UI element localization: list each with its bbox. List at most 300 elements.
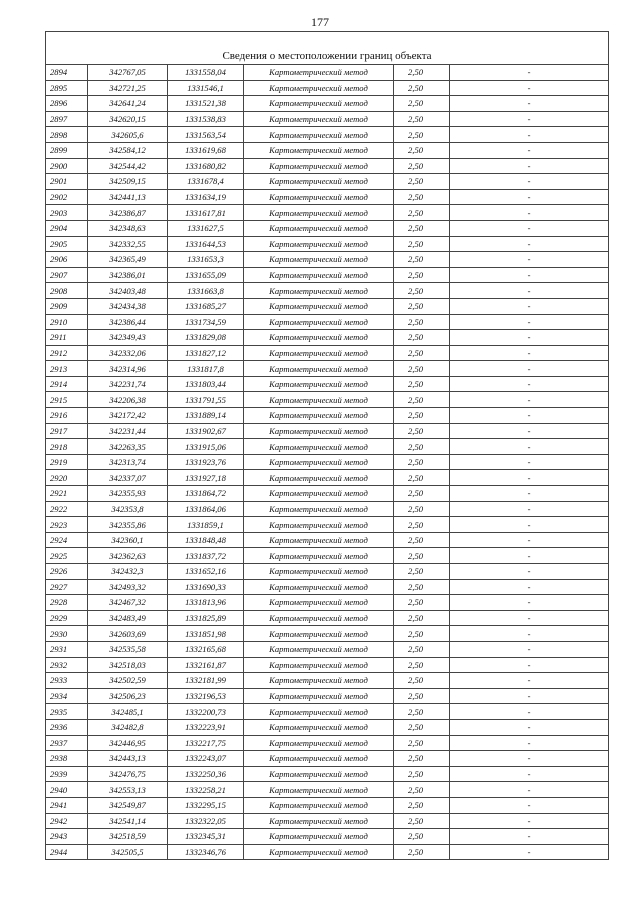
x-coordinate-cell: 342386,44 <box>88 314 168 330</box>
accuracy-cell: 2,50 <box>394 751 450 767</box>
point-number-cell: 2897 <box>46 111 88 127</box>
accuracy-cell: 2,50 <box>394 392 450 408</box>
description-cell: - <box>450 454 609 470</box>
method-cell: Картометрический метод <box>244 127 394 143</box>
description-cell: - <box>450 486 609 502</box>
table-row <box>46 96 609 112</box>
accuracy-cell: 2,50 <box>394 797 450 813</box>
x-coordinate-cell: 342332,55 <box>88 236 168 252</box>
point-number-cell: 2895 <box>46 80 88 96</box>
y-coordinate-cell: 1331915,06 <box>168 439 244 455</box>
method-cell: Картометрический метод <box>244 470 394 486</box>
accuracy-cell: 2,50 <box>394 236 450 252</box>
table-row <box>46 408 609 424</box>
point-number-cell: 2920 <box>46 470 88 486</box>
method-cell: Картометрический метод <box>244 65 394 81</box>
y-coordinate-cell: 1331837,72 <box>168 548 244 564</box>
table-row <box>46 158 609 174</box>
x-coordinate-cell: 342476,75 <box>88 766 168 782</box>
y-coordinate-cell: 1331803,44 <box>168 376 244 392</box>
accuracy-cell: 2,50 <box>394 595 450 611</box>
table-row <box>46 813 609 829</box>
description-cell: - <box>450 189 609 205</box>
y-coordinate-cell: 1332181,99 <box>168 673 244 689</box>
description-cell: - <box>450 111 609 127</box>
accuracy-cell: 2,50 <box>394 189 450 205</box>
table-row <box>46 220 609 236</box>
description-cell: - <box>450 283 609 299</box>
table-row <box>46 564 609 580</box>
description-cell: - <box>450 517 609 533</box>
accuracy-cell: 2,50 <box>394 501 450 517</box>
point-number-cell: 2896 <box>46 96 88 112</box>
description-cell: - <box>450 345 609 361</box>
point-number-cell: 2905 <box>46 236 88 252</box>
method-cell: Картометрический метод <box>244 719 394 735</box>
table-row <box>46 517 609 533</box>
description-cell: - <box>450 314 609 330</box>
table-row <box>46 252 609 268</box>
accuracy-cell: 2,50 <box>394 782 450 798</box>
method-cell: Картометрический метод <box>244 532 394 548</box>
point-number-cell: 2940 <box>46 782 88 798</box>
x-coordinate-cell: 342467,32 <box>88 595 168 611</box>
table-row <box>46 392 609 408</box>
accuracy-cell: 2,50 <box>394 111 450 127</box>
y-coordinate-cell: 1331652,16 <box>168 564 244 580</box>
y-coordinate-cell: 1332250,36 <box>168 766 244 782</box>
y-coordinate-cell: 1332346,76 <box>168 844 244 860</box>
y-coordinate-cell: 1331889,14 <box>168 408 244 424</box>
point-number-cell: 2939 <box>46 766 88 782</box>
accuracy-cell: 2,50 <box>394 829 450 845</box>
method-cell: Картометрический метод <box>244 704 394 720</box>
method-cell: Картометрический метод <box>244 641 394 657</box>
point-number-cell: 2935 <box>46 704 88 720</box>
method-cell: Картометрический метод <box>244 142 394 158</box>
table-row <box>46 298 609 314</box>
x-coordinate-cell: 342337,07 <box>88 470 168 486</box>
method-cell: Картометрический метод <box>244 423 394 439</box>
table-row <box>46 595 609 611</box>
table-row <box>46 205 609 221</box>
y-coordinate-cell: 1332200,73 <box>168 704 244 720</box>
point-number-cell: 2904 <box>46 220 88 236</box>
description-cell: - <box>450 548 609 564</box>
point-number-cell: 2926 <box>46 564 88 580</box>
point-number-cell: 2924 <box>46 532 88 548</box>
description-cell: - <box>450 766 609 782</box>
point-number-cell: 2933 <box>46 673 88 689</box>
table-row <box>46 80 609 96</box>
description-cell: - <box>450 298 609 314</box>
point-number-cell: 2934 <box>46 688 88 704</box>
x-coordinate-cell: 342506,23 <box>88 688 168 704</box>
x-coordinate-cell: 342360,1 <box>88 532 168 548</box>
description-cell: - <box>450 797 609 813</box>
table-row <box>46 423 609 439</box>
x-coordinate-cell: 342493,32 <box>88 579 168 595</box>
accuracy-cell: 2,50 <box>394 735 450 751</box>
table-row <box>46 267 609 283</box>
method-cell: Картометрический метод <box>244 657 394 673</box>
accuracy-cell: 2,50 <box>394 657 450 673</box>
x-coordinate-cell: 342172,42 <box>88 408 168 424</box>
description-cell: - <box>450 423 609 439</box>
accuracy-cell: 2,50 <box>394 80 450 96</box>
point-number-cell: 2944 <box>46 844 88 860</box>
table-row <box>46 766 609 782</box>
point-number-cell: 2908 <box>46 283 88 299</box>
point-number-cell: 2936 <box>46 719 88 735</box>
accuracy-cell: 2,50 <box>394 96 450 112</box>
table-row <box>46 65 609 81</box>
x-coordinate-cell: 342231,44 <box>88 423 168 439</box>
x-coordinate-cell: 342355,86 <box>88 517 168 533</box>
x-coordinate-cell: 342353,8 <box>88 501 168 517</box>
y-coordinate-cell: 1331690,33 <box>168 579 244 595</box>
y-coordinate-cell: 1332223,91 <box>168 719 244 735</box>
table-row <box>46 454 609 470</box>
method-cell: Картометрический метод <box>244 252 394 268</box>
table-row <box>46 501 609 517</box>
point-number-cell: 2910 <box>46 314 88 330</box>
description-cell: - <box>450 501 609 517</box>
description-cell: - <box>450 579 609 595</box>
description-cell: - <box>450 470 609 486</box>
description-cell: - <box>450 376 609 392</box>
point-number-cell: 2927 <box>46 579 88 595</box>
point-number-cell: 2941 <box>46 797 88 813</box>
accuracy-cell: 2,50 <box>394 330 450 346</box>
point-number-cell: 2925 <box>46 548 88 564</box>
point-number-cell: 2912 <box>46 345 88 361</box>
accuracy-cell: 2,50 <box>394 252 450 268</box>
x-coordinate-cell: 342482,8 <box>88 719 168 735</box>
x-coordinate-cell: 342349,43 <box>88 330 168 346</box>
table-row <box>46 797 609 813</box>
point-number-cell: 2909 <box>46 298 88 314</box>
point-number-cell: 2911 <box>46 330 88 346</box>
method-cell: Картометрический метод <box>244 330 394 346</box>
point-number-cell: 2913 <box>46 361 88 377</box>
y-coordinate-cell: 1331923,76 <box>168 454 244 470</box>
table-row <box>46 719 609 735</box>
point-number-cell: 2943 <box>46 829 88 845</box>
accuracy-cell: 2,50 <box>394 532 450 548</box>
y-coordinate-cell: 1331813,96 <box>168 595 244 611</box>
y-coordinate-cell: 1332165,68 <box>168 641 244 657</box>
accuracy-cell: 2,50 <box>394 610 450 626</box>
table-row <box>46 330 609 346</box>
method-cell: Картометрический метод <box>244 174 394 190</box>
method-cell: Картометрический метод <box>244 501 394 517</box>
description-cell: - <box>450 220 609 236</box>
description-cell: - <box>450 657 609 673</box>
method-cell: Картометрический метод <box>244 392 394 408</box>
method-cell: Картометрический метод <box>244 454 394 470</box>
point-number-cell: 2938 <box>46 751 88 767</box>
description-cell: - <box>450 829 609 845</box>
method-cell: Картометрический метод <box>244 220 394 236</box>
y-coordinate-cell: 1331902,67 <box>168 423 244 439</box>
table-row <box>46 782 609 798</box>
method-cell: Картометрический метод <box>244 735 394 751</box>
description-cell: - <box>450 688 609 704</box>
table-row <box>46 127 609 143</box>
y-coordinate-cell: 1331546,1 <box>168 80 244 96</box>
y-coordinate-cell: 1331827,12 <box>168 345 244 361</box>
table-row <box>46 439 609 455</box>
method-cell: Картометрический метод <box>244 408 394 424</box>
y-coordinate-cell: 1331538,83 <box>168 111 244 127</box>
method-cell: Картометрический метод <box>244 80 394 96</box>
x-coordinate-cell: 342553,13 <box>88 782 168 798</box>
description-cell: - <box>450 205 609 221</box>
table-row <box>46 174 609 190</box>
x-coordinate-cell: 342432,3 <box>88 564 168 580</box>
description-cell: - <box>450 610 609 626</box>
y-coordinate-cell: 1331680,82 <box>168 158 244 174</box>
description-cell: - <box>450 127 609 143</box>
method-cell: Картометрический метод <box>244 205 394 221</box>
accuracy-cell: 2,50 <box>394 719 450 735</box>
point-number-cell: 2923 <box>46 517 88 533</box>
y-coordinate-cell: 1332295,15 <box>168 797 244 813</box>
x-coordinate-cell: 342518,03 <box>88 657 168 673</box>
point-number-cell: 2902 <box>46 189 88 205</box>
point-number-cell: 2922 <box>46 501 88 517</box>
accuracy-cell: 2,50 <box>394 486 450 502</box>
method-cell: Картометрический метод <box>244 766 394 782</box>
table-row <box>46 751 609 767</box>
y-coordinate-cell: 1332217,75 <box>168 735 244 751</box>
description-cell: - <box>450 80 609 96</box>
description-cell: - <box>450 361 609 377</box>
y-coordinate-cell: 1331864,06 <box>168 501 244 517</box>
accuracy-cell: 2,50 <box>394 439 450 455</box>
x-coordinate-cell: 342541,14 <box>88 813 168 829</box>
y-coordinate-cell: 1332322,05 <box>168 813 244 829</box>
table-row <box>46 548 609 564</box>
description-cell: - <box>450 330 609 346</box>
y-coordinate-cell: 1332196,53 <box>168 688 244 704</box>
point-number-cell: 2899 <box>46 142 88 158</box>
method-cell: Картометрический метод <box>244 610 394 626</box>
point-number-cell: 2921 <box>46 486 88 502</box>
y-coordinate-cell: 1331655,09 <box>168 267 244 283</box>
method-cell: Картометрический метод <box>244 844 394 860</box>
description-cell: - <box>450 813 609 829</box>
description-cell: - <box>450 532 609 548</box>
x-coordinate-cell: 342584,12 <box>88 142 168 158</box>
point-number-cell: 2917 <box>46 423 88 439</box>
method-cell: Картометрический метод <box>244 797 394 813</box>
table-row <box>46 657 609 673</box>
accuracy-cell: 2,50 <box>394 267 450 283</box>
table-row <box>46 610 609 626</box>
accuracy-cell: 2,50 <box>394 142 450 158</box>
y-coordinate-cell: 1331619,68 <box>168 142 244 158</box>
y-coordinate-cell: 1331563,54 <box>168 127 244 143</box>
accuracy-cell: 2,50 <box>394 813 450 829</box>
x-coordinate-cell: 342355,93 <box>88 486 168 502</box>
table-row <box>46 189 609 205</box>
y-coordinate-cell: 1331851,98 <box>168 626 244 642</box>
accuracy-cell: 2,50 <box>394 220 450 236</box>
method-cell: Картометрический метод <box>244 517 394 533</box>
accuracy-cell: 2,50 <box>394 626 450 642</box>
point-number-cell: 2928 <box>46 595 88 611</box>
x-coordinate-cell: 342263,35 <box>88 439 168 455</box>
y-coordinate-cell: 1331791,55 <box>168 392 244 408</box>
description-cell: - <box>450 142 609 158</box>
y-coordinate-cell: 1331627,5 <box>168 220 244 236</box>
point-number-cell: 2906 <box>46 252 88 268</box>
y-coordinate-cell: 1331685,27 <box>168 298 244 314</box>
x-coordinate-cell: 342313,74 <box>88 454 168 470</box>
y-coordinate-cell: 1331829,08 <box>168 330 244 346</box>
accuracy-cell: 2,50 <box>394 423 450 439</box>
method-cell: Картометрический метод <box>244 626 394 642</box>
description-cell: - <box>450 564 609 580</box>
point-number-cell: 2907 <box>46 267 88 283</box>
description-cell: - <box>450 719 609 735</box>
y-coordinate-cell: 1331864,72 <box>168 486 244 502</box>
description-cell: - <box>450 408 609 424</box>
table-row <box>46 673 609 689</box>
x-coordinate-cell: 342434,38 <box>88 298 168 314</box>
method-cell: Картометрический метод <box>244 158 394 174</box>
description-cell: - <box>450 267 609 283</box>
x-coordinate-cell: 342348,63 <box>88 220 168 236</box>
table-row <box>46 532 609 548</box>
x-coordinate-cell: 342332,06 <box>88 345 168 361</box>
point-number-cell: 2942 <box>46 813 88 829</box>
y-coordinate-cell: 1331678,4 <box>168 174 244 190</box>
method-cell: Картометрический метод <box>244 111 394 127</box>
point-number-cell: 2914 <box>46 376 88 392</box>
y-coordinate-cell: 1331617,81 <box>168 205 244 221</box>
x-coordinate-cell: 342518,59 <box>88 829 168 845</box>
table-row <box>46 142 609 158</box>
y-coordinate-cell: 1331653,3 <box>168 252 244 268</box>
y-coordinate-cell: 1332345,31 <box>168 829 244 845</box>
accuracy-cell: 2,50 <box>394 844 450 860</box>
method-cell: Картометрический метод <box>244 688 394 704</box>
accuracy-cell: 2,50 <box>394 298 450 314</box>
method-cell: Картометрический метод <box>244 782 394 798</box>
y-coordinate-cell: 1331521,38 <box>168 96 244 112</box>
y-coordinate-cell: 1331825,89 <box>168 610 244 626</box>
method-cell: Картометрический метод <box>244 236 394 252</box>
x-coordinate-cell: 342446,95 <box>88 735 168 751</box>
description-cell: - <box>450 65 609 81</box>
accuracy-cell: 2,50 <box>394 641 450 657</box>
method-cell: Картометрический метод <box>244 376 394 392</box>
method-cell: Картометрический метод <box>244 283 394 299</box>
y-coordinate-cell: 1331817,8 <box>168 361 244 377</box>
description-cell: - <box>450 392 609 408</box>
method-cell: Картометрический метод <box>244 298 394 314</box>
description-cell: - <box>450 158 609 174</box>
table-row <box>46 283 609 299</box>
method-cell: Картометрический метод <box>244 564 394 580</box>
x-coordinate-cell: 342603,69 <box>88 626 168 642</box>
method-cell: Картометрический метод <box>244 579 394 595</box>
accuracy-cell: 2,50 <box>394 517 450 533</box>
accuracy-cell: 2,50 <box>394 470 450 486</box>
x-coordinate-cell: 342535,58 <box>88 641 168 657</box>
accuracy-cell: 2,50 <box>394 376 450 392</box>
method-cell: Картометрический метод <box>244 361 394 377</box>
description-cell: - <box>450 439 609 455</box>
point-number-cell: 2903 <box>46 205 88 221</box>
table-row <box>46 361 609 377</box>
x-coordinate-cell: 342443,13 <box>88 751 168 767</box>
description-cell: - <box>450 735 609 751</box>
accuracy-cell: 2,50 <box>394 454 450 470</box>
y-coordinate-cell: 1331734,59 <box>168 314 244 330</box>
method-cell: Картометрический метод <box>244 96 394 112</box>
accuracy-cell: 2,50 <box>394 174 450 190</box>
accuracy-cell: 2,50 <box>394 688 450 704</box>
table-row <box>46 704 609 720</box>
method-cell: Картометрический метод <box>244 486 394 502</box>
table-row <box>46 829 609 845</box>
point-number-cell: 2932 <box>46 657 88 673</box>
x-coordinate-cell: 342231,74 <box>88 376 168 392</box>
point-number-cell: 2919 <box>46 454 88 470</box>
x-coordinate-cell: 342620,15 <box>88 111 168 127</box>
accuracy-cell: 2,50 <box>394 65 450 81</box>
x-coordinate-cell: 342721,25 <box>88 80 168 96</box>
accuracy-cell: 2,50 <box>394 158 450 174</box>
method-cell: Картометрический метод <box>244 189 394 205</box>
x-coordinate-cell: 342386,87 <box>88 205 168 221</box>
table-title: Сведения о местоположении границ объекта <box>46 32 609 65</box>
accuracy-cell: 2,50 <box>394 579 450 595</box>
x-coordinate-cell: 342509,15 <box>88 174 168 190</box>
table-row <box>46 579 609 595</box>
x-coordinate-cell: 342605,6 <box>88 127 168 143</box>
point-number-cell: 2894 <box>46 65 88 81</box>
method-cell: Картометрический метод <box>244 548 394 564</box>
y-coordinate-cell: 1332161,87 <box>168 657 244 673</box>
y-coordinate-cell: 1331644,53 <box>168 236 244 252</box>
x-coordinate-cell: 342502,59 <box>88 673 168 689</box>
description-cell: - <box>450 782 609 798</box>
accuracy-cell: 2,50 <box>394 205 450 221</box>
accuracy-cell: 2,50 <box>394 127 450 143</box>
accuracy-cell: 2,50 <box>394 283 450 299</box>
method-cell: Картометрический метод <box>244 829 394 845</box>
y-coordinate-cell: 1332243,07 <box>168 751 244 767</box>
method-cell: Картометрический метод <box>244 813 394 829</box>
x-coordinate-cell: 342767,05 <box>88 65 168 81</box>
point-number-cell: 2931 <box>46 641 88 657</box>
x-coordinate-cell: 342641,24 <box>88 96 168 112</box>
x-coordinate-cell: 342362,63 <box>88 548 168 564</box>
page-number: 177 <box>311 15 329 29</box>
table-title-row <box>46 32 609 65</box>
table-row <box>46 376 609 392</box>
x-coordinate-cell: 342403,48 <box>88 283 168 299</box>
accuracy-cell: 2,50 <box>394 673 450 689</box>
point-number-cell: 2918 <box>46 439 88 455</box>
boundary-coordinates-table <box>45 31 609 860</box>
accuracy-cell: 2,50 <box>394 361 450 377</box>
